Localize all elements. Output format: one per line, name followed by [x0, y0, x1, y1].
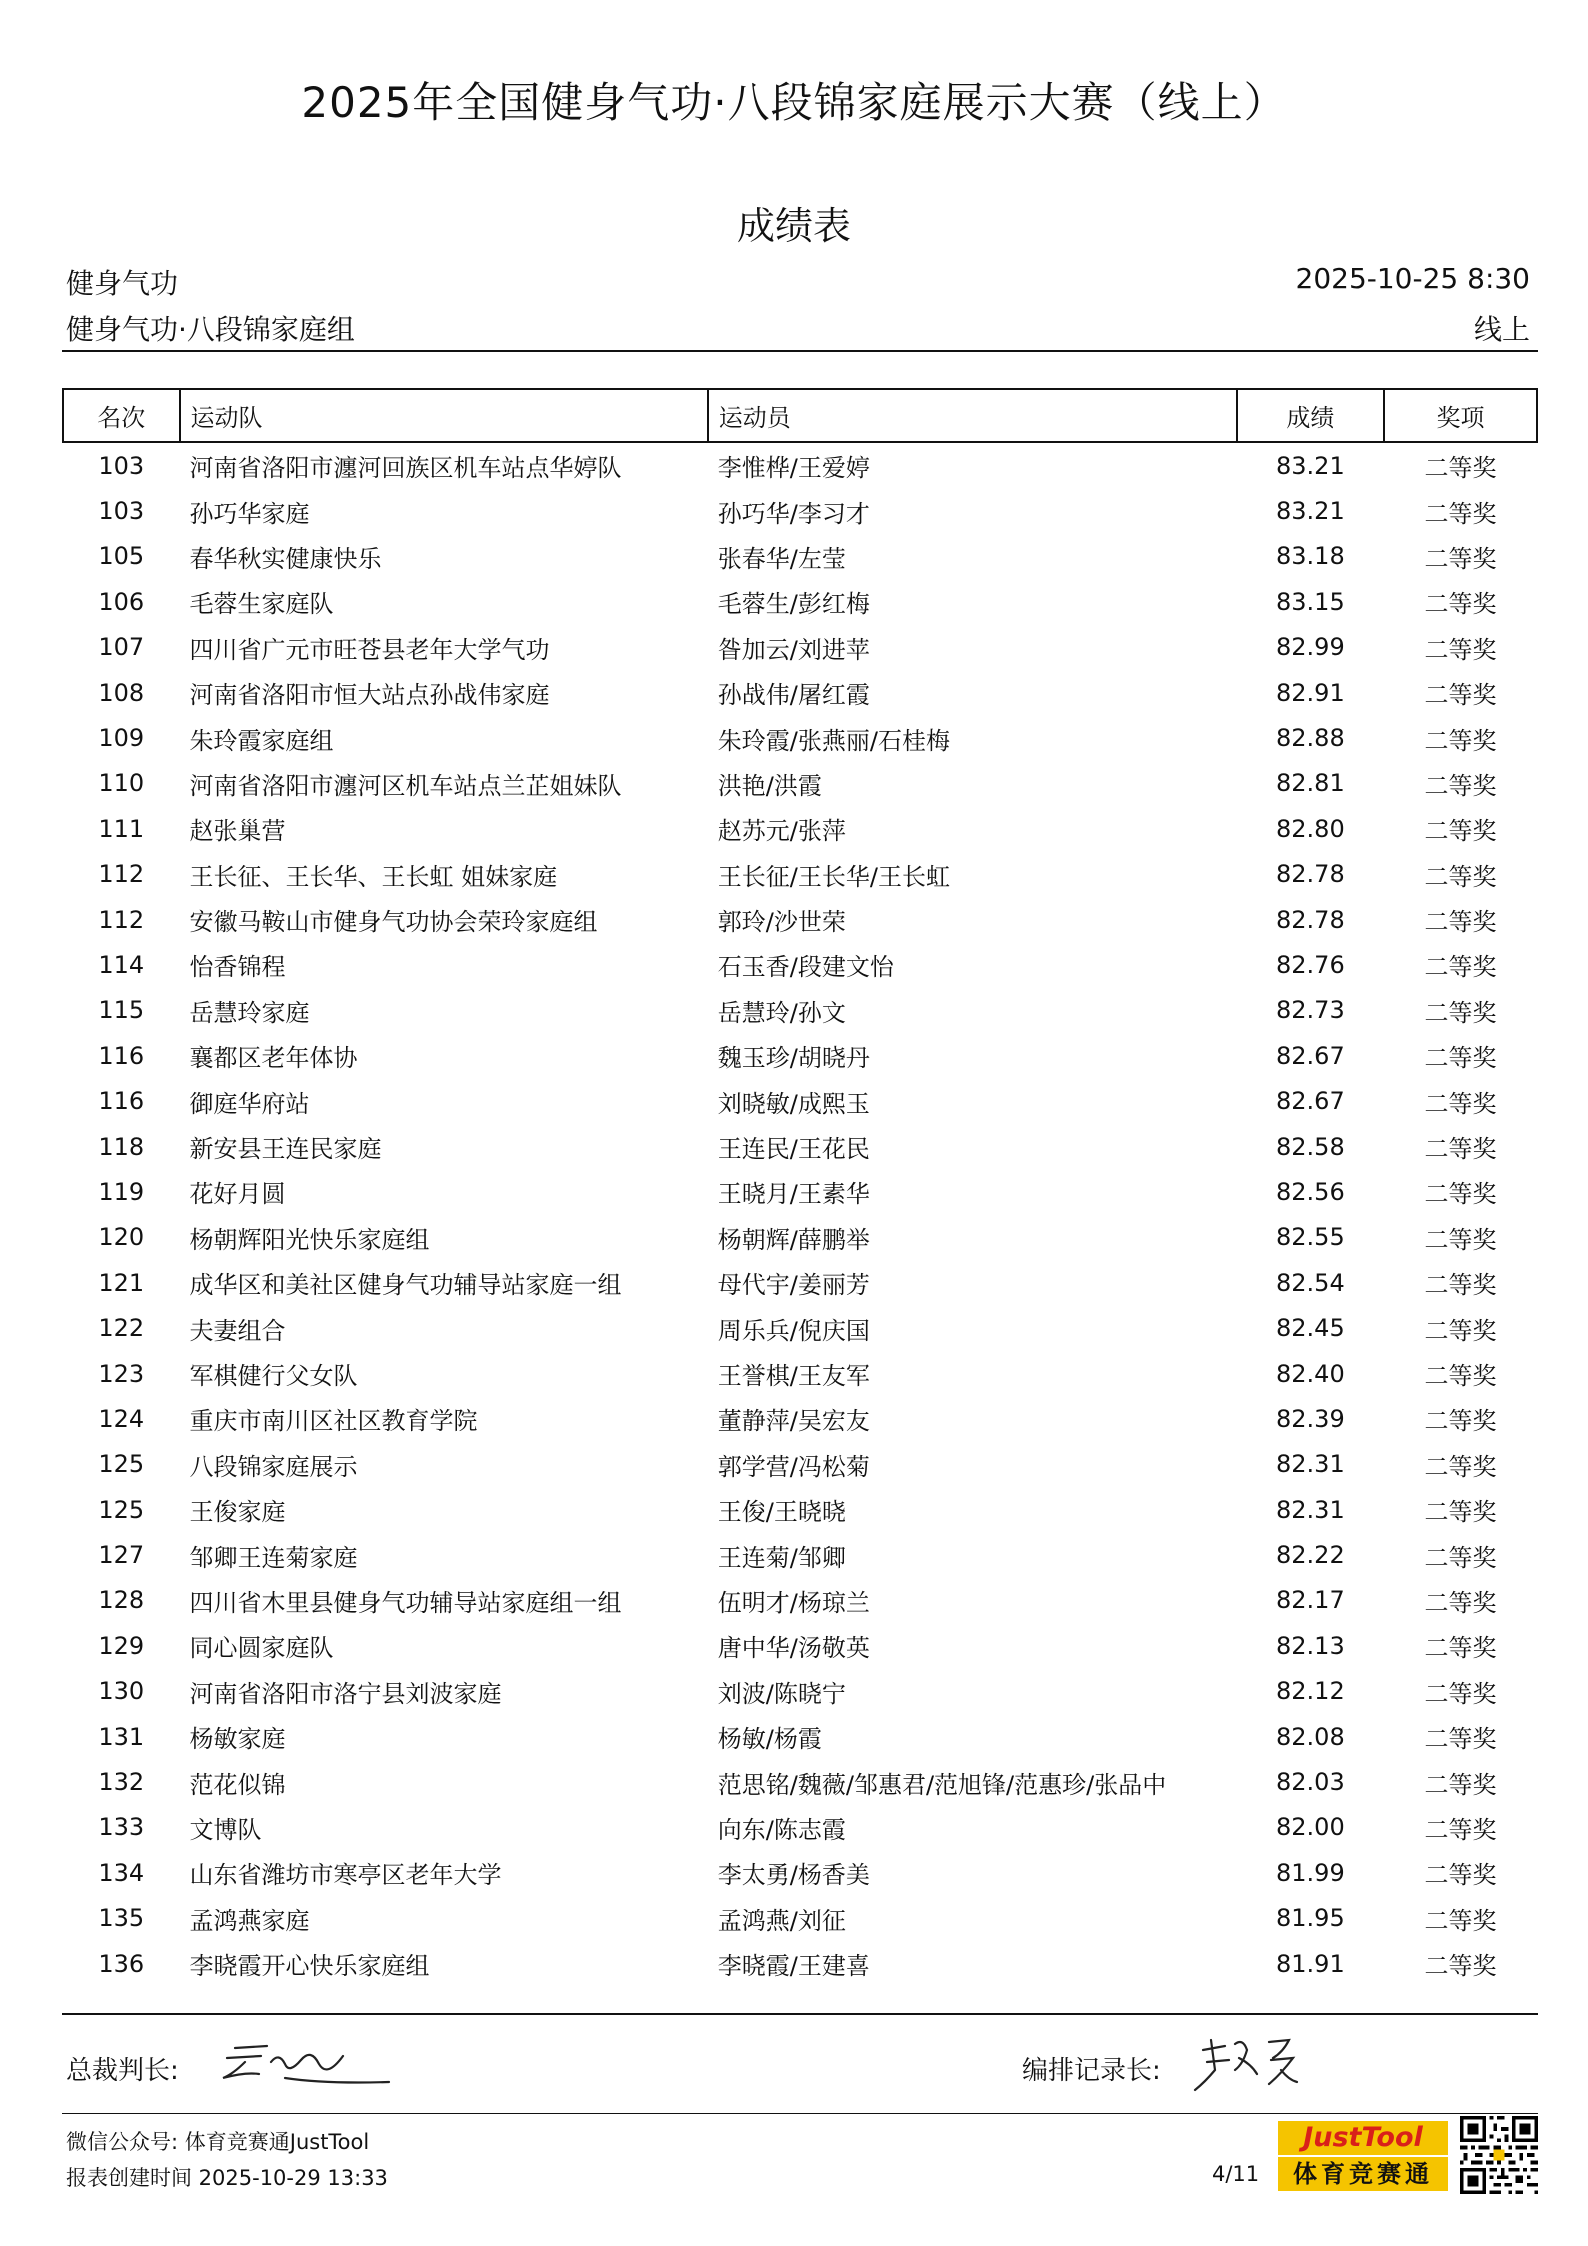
- team-cell: 山东省潍坊市寒亭区老年大学: [189, 1861, 502, 1890]
- table-row: [63, 1033, 1537, 1078]
- event-datetime: 2025-10-25 8:30: [1295, 262, 1530, 295]
- score-cell: 81.91: [1276, 1949, 1345, 1978]
- team-cell: 王长征、王长华、王长虹 姐妹家庭: [189, 862, 558, 891]
- team-cell: 岳慧玲家庭: [189, 998, 310, 1027]
- team-cell: 河南省洛阳市瀍河区机车站点兰芷姐妹队: [189, 771, 622, 800]
- athletes-cell: 李晓霞/王建喜: [717, 1952, 870, 1981]
- rank-cell: 111: [98, 814, 145, 843]
- table-row: [63, 670, 1537, 715]
- rank-cell: 125: [98, 1495, 145, 1524]
- header-divider: [62, 350, 1538, 352]
- chief-judge-signature: [215, 2034, 395, 2094]
- team-cell: 赵张巢营: [189, 817, 286, 846]
- rank-cell: 134: [98, 1858, 145, 1887]
- team-cell: 新安县王连民家庭: [189, 1135, 382, 1164]
- qr-code-icon: [1460, 2116, 1538, 2194]
- table-row: [63, 942, 1537, 987]
- team-cell: 河南省洛阳市恒大站点孙战伟家庭: [189, 681, 550, 710]
- table-row: [63, 625, 1537, 670]
- table-row: [63, 1442, 1537, 1487]
- score-cell: 82.40: [1276, 1359, 1345, 1388]
- rank-cell: 112: [98, 905, 145, 934]
- award-cell: 二等奖: [1424, 1180, 1497, 1209]
- award-cell: 二等奖: [1424, 1770, 1497, 1799]
- score-cell: 82.81: [1276, 769, 1345, 798]
- team-cell: 邹卿王连菊家庭: [189, 1543, 358, 1572]
- athletes-cell: 洪艳/洪霞: [717, 771, 822, 800]
- table-row: [63, 1305, 1537, 1350]
- table-row: [63, 1941, 1537, 1986]
- award-cell: 二等奖: [1424, 1725, 1497, 1754]
- athletes-cell: 王连民/王花民: [717, 1135, 870, 1164]
- table-row: [63, 1896, 1537, 1941]
- report-created-time: 报表创建时间 2025-10-29 13:33: [66, 2166, 388, 2190]
- rank-cell: 133: [98, 1813, 145, 1842]
- team-cell: 军棋健行父女队: [189, 1362, 358, 1390]
- athletes-cell: 郭学营/冯松菊: [717, 1452, 870, 1481]
- score-cell: 82.08: [1276, 1722, 1345, 1751]
- score-cell: 82.54: [1276, 1268, 1345, 1297]
- table-row: [63, 442, 1537, 488]
- award-cell: 二等奖: [1424, 1407, 1497, 1436]
- table-row: [63, 852, 1537, 897]
- score-cell: 82.76: [1276, 950, 1345, 979]
- athletes-cell: 石玉香/段建文怡: [717, 953, 894, 982]
- event-mode: 线上: [1473, 313, 1530, 346]
- rank-cell: 107: [98, 633, 145, 662]
- team-cell: 重庆市南川区社区教育学院: [189, 1407, 478, 1436]
- team-cell: 孟鸿燕家庭: [189, 1906, 310, 1935]
- wechat-account: 微信公众号: 体育竞赛通JustTool: [66, 2130, 370, 2154]
- athletes-cell: 董静萍/吴宏友: [717, 1407, 870, 1436]
- athletes-cell: 杨敏/杨霞: [717, 1725, 822, 1754]
- athletes-cell: 李太勇/杨香美: [717, 1861, 870, 1890]
- rank-cell: 121: [98, 1268, 145, 1297]
- justtool-logo: [1278, 2121, 1448, 2191]
- score-cell: 83.15: [1276, 587, 1345, 616]
- score-cell: 82.88: [1276, 724, 1345, 753]
- team-cell: 四川省广元市旺苍县老年大学气功: [189, 635, 550, 664]
- athletes-cell: 魏玉珍/胡晓丹: [717, 1044, 870, 1073]
- athletes-cell: 昝加云/刘进苹: [717, 635, 870, 664]
- athletes-cell: 孙巧华/李习才: [717, 499, 870, 528]
- team-cell: 杨朝辉阳光快乐家庭组: [189, 1225, 430, 1254]
- award-cell: 二等奖: [1424, 1498, 1497, 1527]
- table-row: [63, 1623, 1537, 1668]
- table-body: [63, 442, 1537, 1986]
- award-cell: 二等奖: [1424, 635, 1497, 664]
- footer-divider-top: [62, 2013, 1538, 2015]
- page-number: 4/11: [1212, 2162, 1260, 2186]
- athletes-cell: 杨朝辉/薛鹏举: [717, 1225, 870, 1254]
- award-cell: 二等奖: [1424, 1952, 1497, 1981]
- team-cell: 范花似锦: [189, 1770, 286, 1799]
- score-cell: 81.99: [1276, 1858, 1345, 1887]
- athletes-cell: 刘晓敏/成熙玉: [717, 1089, 870, 1118]
- award-cell: 二等奖: [1424, 1316, 1497, 1345]
- rank-cell: 115: [98, 996, 145, 1025]
- team-cell: 毛蓉生家庭队: [189, 590, 334, 619]
- results-table: [62, 388, 1538, 1986]
- athletes-cell: 王晓月/王素华: [717, 1180, 870, 1209]
- score-cell: 82.55: [1276, 1223, 1345, 1252]
- athletes-cell: 王长征/王长华/王长虹: [717, 862, 950, 891]
- score-cell: 82.80: [1276, 814, 1345, 843]
- table-row: [63, 1215, 1537, 1260]
- rank-cell: 128: [98, 1586, 145, 1615]
- award-cell: 二等奖: [1424, 1543, 1497, 1572]
- team-cell: 李晓霞开心快乐家庭组: [189, 1952, 430, 1981]
- score-cell: 82.73: [1276, 996, 1345, 1025]
- team-cell: 朱玲霞家庭组: [189, 726, 334, 755]
- team-cell: 夫妻组合: [189, 1316, 286, 1345]
- rank-cell: 122: [98, 1314, 145, 1343]
- rank-cell: 116: [98, 1087, 145, 1116]
- logo-wordmark: JustTool: [1278, 2121, 1448, 2155]
- page-title: 2025年全国健身气功·八段锦家庭展示大赛（线上）: [301, 78, 1287, 127]
- rank-cell: 127: [98, 1541, 145, 1570]
- header-team: 运动队: [180, 389, 708, 442]
- award-cell: 二等奖: [1424, 499, 1497, 528]
- award-cell: 二等奖: [1424, 908, 1497, 937]
- score-cell: 82.67: [1276, 1087, 1345, 1116]
- score-cell: 82.56: [1276, 1177, 1345, 1206]
- table-row: [63, 1169, 1537, 1214]
- team-cell: 四川省木里县健身气功辅导站家庭组一组: [189, 1588, 622, 1617]
- award-cell: 二等奖: [1424, 681, 1497, 710]
- score-cell: 82.91: [1276, 678, 1345, 707]
- athletes-cell: 王誉棋/王友军: [717, 1362, 870, 1390]
- rank-cell: 124: [98, 1404, 145, 1433]
- rank-cell: 114: [98, 950, 145, 979]
- team-cell: 怡香锦程: [189, 953, 286, 982]
- rank-cell: 135: [98, 1904, 145, 1933]
- award-cell: 二等奖: [1424, 1679, 1497, 1708]
- footer-divider-bottom: [62, 2113, 1538, 2114]
- athletes-cell: 孟鸿燕/刘征: [717, 1906, 846, 1935]
- rank-cell: 131: [98, 1722, 145, 1751]
- athletes-cell: 李惟桦/王爱婷: [717, 454, 870, 483]
- award-cell: 二等奖: [1424, 590, 1497, 619]
- team-cell: 八段锦家庭展示: [189, 1452, 358, 1481]
- rank-cell: 118: [98, 1132, 145, 1161]
- award-cell: 二等奖: [1424, 1271, 1497, 1300]
- rank-cell: 116: [98, 1041, 145, 1070]
- rank-cell: 110: [98, 769, 145, 798]
- event-category: 健身气功: [66, 267, 179, 300]
- table-row: [63, 1396, 1537, 1441]
- page-subtitle: 成绩表: [736, 204, 851, 248]
- score-cell: 82.39: [1276, 1404, 1345, 1433]
- award-cell: 二等奖: [1424, 544, 1497, 573]
- table-row: [63, 579, 1537, 624]
- table-row: [63, 806, 1537, 851]
- table-row: [63, 1850, 1537, 1895]
- award-cell: 二等奖: [1424, 1362, 1497, 1390]
- award-cell: 二等奖: [1424, 1588, 1497, 1617]
- table-row: [63, 1759, 1537, 1804]
- athletes-cell: 伍明才/杨琼兰: [717, 1588, 870, 1617]
- award-cell: 二等奖: [1424, 1225, 1497, 1254]
- award-cell: 二等奖: [1424, 953, 1497, 982]
- athletes-cell: 赵苏元/张萍: [717, 817, 846, 846]
- team-cell: 安徽马鞍山市健身气功协会荣玲家庭组: [189, 908, 598, 937]
- athletes-cell: 向东/陈志霞: [717, 1815, 846, 1844]
- award-cell: 二等奖: [1424, 1135, 1497, 1164]
- rank-cell: 120: [98, 1223, 145, 1252]
- team-cell: 孙巧华家庭: [189, 499, 310, 528]
- athletes-cell: 王俊/王晓晓: [717, 1498, 846, 1527]
- score-cell: 82.99: [1276, 633, 1345, 662]
- award-cell: 二等奖: [1424, 454, 1497, 483]
- rank-cell: 129: [98, 1631, 145, 1660]
- logo-chinese-name: 体育竞赛通: [1278, 2157, 1448, 2191]
- award-cell: 二等奖: [1424, 1089, 1497, 1118]
- score-cell: 82.31: [1276, 1450, 1345, 1479]
- rank-cell: 125: [98, 1450, 145, 1479]
- score-cell: 82.78: [1276, 860, 1345, 889]
- rank-cell: 106: [98, 587, 145, 616]
- score-cell: 82.00: [1276, 1813, 1345, 1842]
- score-cell: 82.17: [1276, 1586, 1345, 1615]
- team-cell: 御庭华府站: [189, 1089, 310, 1118]
- table-row: [63, 1487, 1537, 1532]
- event-group: 健身气功·八段锦家庭组: [66, 313, 355, 346]
- header-award: 奖项: [1384, 389, 1537, 442]
- rank-cell: 123: [98, 1359, 145, 1388]
- team-cell: 河南省洛阳市瀍河回族区机车站点华婷队: [189, 454, 622, 483]
- athletes-cell: 范思铭/魏薇/邹惠君/范旭锋/范惠珍/张品中: [717, 1770, 1167, 1799]
- score-cell: 82.45: [1276, 1314, 1345, 1343]
- award-cell: 二等奖: [1424, 862, 1497, 891]
- table-row: [63, 1260, 1537, 1305]
- athletes-cell: 母代宇/姜丽芳: [717, 1271, 870, 1300]
- table-row: [63, 1714, 1537, 1759]
- score-cell: 82.78: [1276, 905, 1345, 934]
- rank-cell: 112: [98, 860, 145, 889]
- athletes-cell: 张春华/左莹: [717, 544, 846, 573]
- table-row: [63, 761, 1537, 806]
- header-score: 成绩: [1237, 389, 1384, 442]
- table-row: [63, 1532, 1537, 1577]
- rank-cell: 108: [98, 678, 145, 707]
- team-cell: 襄都区老年体协: [189, 1044, 358, 1073]
- table-row: [63, 715, 1537, 760]
- award-cell: 二等奖: [1424, 771, 1497, 800]
- rank-cell: 109: [98, 724, 145, 753]
- table-row: [63, 1124, 1537, 1169]
- award-cell: 二等奖: [1424, 998, 1497, 1027]
- team-cell: 王俊家庭: [189, 1498, 286, 1527]
- recorder-label: 编排记录长:: [1022, 2056, 1161, 2086]
- score-cell: 82.22: [1276, 1541, 1345, 1570]
- header-rank: 名次: [63, 389, 180, 442]
- table-row: [63, 1669, 1537, 1714]
- score-cell: 83.18: [1276, 542, 1345, 571]
- team-cell: 成华区和美社区健身气功辅导站家庭一组: [189, 1271, 622, 1300]
- recorder-signature: [1185, 2030, 1315, 2100]
- rank-cell: 132: [98, 1768, 145, 1797]
- score-cell: 82.12: [1276, 1677, 1345, 1706]
- score-cell: 83.21: [1276, 451, 1345, 480]
- table-row: [63, 1805, 1537, 1850]
- athletes-cell: 周乐兵/倪庆国: [717, 1316, 870, 1345]
- chief-judge-label: 总裁判长:: [66, 2056, 179, 2086]
- table-row: [63, 1578, 1537, 1623]
- award-cell: 二等奖: [1424, 1861, 1497, 1890]
- table-row: [63, 488, 1537, 533]
- team-cell: 文博队: [189, 1815, 262, 1844]
- rank-cell: 119: [98, 1177, 145, 1206]
- athletes-cell: 孙战伟/屠红霞: [717, 681, 870, 710]
- rank-cell: 130: [98, 1677, 145, 1706]
- table-row: [63, 897, 1537, 942]
- team-cell: 杨敏家庭: [189, 1725, 286, 1754]
- athletes-cell: 唐中华/汤敬英: [717, 1634, 870, 1663]
- rank-cell: 103: [98, 451, 145, 480]
- rank-cell: 105: [98, 542, 145, 571]
- score-cell: 82.13: [1276, 1631, 1345, 1660]
- award-cell: 二等奖: [1424, 1452, 1497, 1481]
- table-row: [63, 534, 1537, 579]
- athletes-cell: 岳慧玲/孙文: [717, 998, 846, 1027]
- table-row: [63, 1351, 1537, 1396]
- rank-cell: 136: [98, 1949, 145, 1978]
- header-athletes: 运动员: [708, 389, 1237, 442]
- score-cell: 82.58: [1276, 1132, 1345, 1161]
- score-cell: 82.03: [1276, 1768, 1345, 1797]
- table-row: [63, 988, 1537, 1033]
- athletes-cell: 王连菊/邹卿: [717, 1543, 846, 1572]
- score-cell: 82.31: [1276, 1495, 1345, 1524]
- team-cell: 春华秋实健康快乐: [189, 544, 382, 573]
- score-cell: 82.67: [1276, 1041, 1345, 1070]
- athletes-cell: 刘波/陈晓宁: [717, 1679, 846, 1708]
- athletes-cell: 郭玲/沙世荣: [717, 908, 846, 937]
- athletes-cell: 朱玲霞/张燕丽/石桂梅: [717, 726, 950, 755]
- team-cell: 花好月圆: [189, 1180, 286, 1209]
- award-cell: 二等奖: [1424, 1815, 1497, 1844]
- award-cell: 二等奖: [1424, 1906, 1497, 1935]
- award-cell: 二等奖: [1424, 726, 1497, 755]
- rank-cell: 103: [98, 497, 145, 526]
- award-cell: 二等奖: [1424, 1634, 1497, 1663]
- table-header-row: [63, 389, 1537, 442]
- score-cell: 81.95: [1276, 1904, 1345, 1933]
- athletes-cell: 毛蓉生/彭红梅: [717, 590, 870, 619]
- team-cell: 同心圆家庭队: [189, 1634, 334, 1663]
- team-cell: 河南省洛阳市洛宁县刘波家庭: [189, 1679, 502, 1708]
- award-cell: 二等奖: [1424, 1044, 1497, 1073]
- score-cell: 83.21: [1276, 497, 1345, 526]
- award-cell: 二等奖: [1424, 817, 1497, 846]
- table-row: [63, 1078, 1537, 1123]
